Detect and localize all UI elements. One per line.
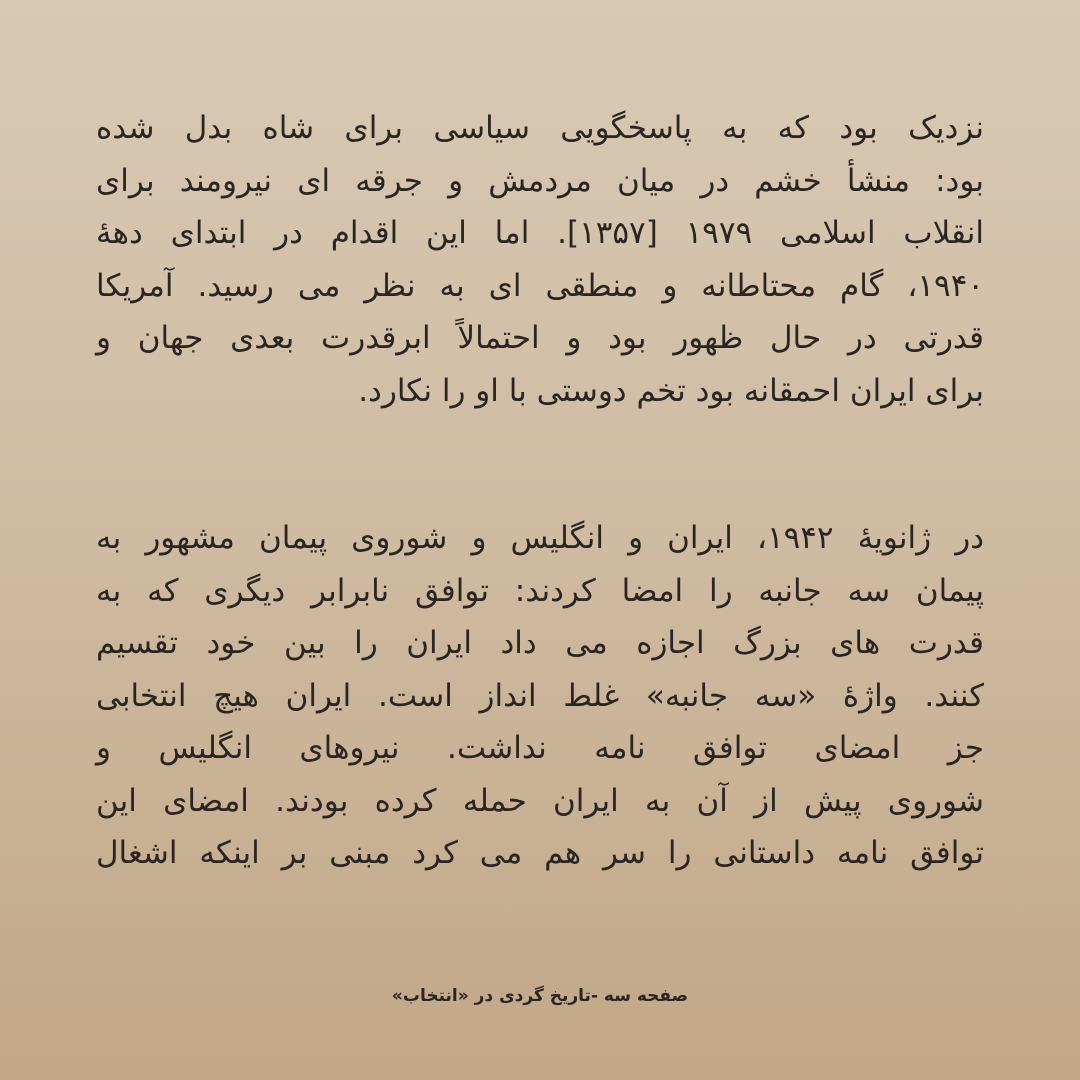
text-line: توافق نامه داستانی را سر هم می کرد مبنی بر اینکه اشغال <box>96 835 984 871</box>
paragraph-2 <box>96 512 984 880</box>
page-footer: صفحه سه -تاریخ گردی در «انتخاب» <box>391 986 689 1006</box>
text-line: در ژانویهٔ ۱۹۴۲، ایران و انگلیس و شوروی پیمان مشهور به <box>96 520 985 556</box>
text-line: انقلاب اسلامی ۱۹۷۹ [۱۳۵۷]. اما این اقدام در ابتدای دههٔ <box>96 215 984 251</box>
text-line: قدرت های بزرگ اجازه می داد ایران را بین خود تقسیم <box>96 625 984 661</box>
text-line: شوروی پیش از آن به ایران حمله کرده بودند. امضای این <box>96 782 984 819</box>
text-line: کنند. واژهٔ «سه جانبه» غلط انداز است. ایران هیچ انتخابی <box>96 677 984 714</box>
paragraph-1 <box>96 102 984 417</box>
text-line: بود: منشأ خشم در میان مردمش و جرقه ای نیرومند برای <box>96 162 984 199</box>
text-line: ۱۹۴۰، گام محتاطانه و منطقی ای به نظر می رسید. آمریکا <box>96 267 984 304</box>
text-line: قدرتی در حال ظهور بود و احتمالاً ابرقدرت بعدی جهان و <box>96 320 984 356</box>
text-line: جز امضای توافق نامه نداشت. نیروهای انگلیس و <box>96 730 984 766</box>
text-line: برای ایران احمقانه بود تخم دوستی با او را نکارد. <box>358 372 984 409</box>
text-line: نزدیک بود که به پاسخگویی سیاسی برای شاه بدل شده <box>96 110 984 146</box>
text-line: پیمان سه جانبه را امضا کردند: توافق نابرابر دیگری که به <box>96 572 984 609</box>
